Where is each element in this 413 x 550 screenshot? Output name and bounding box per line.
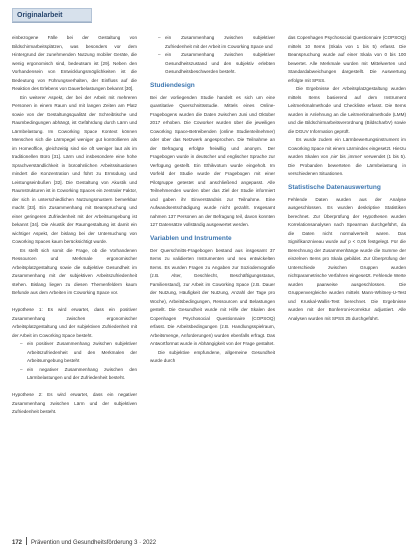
paragraph: einbezogene Fälle bei der Gestaltung von Bildschirmarbeitsplätzen, was besonders vor dem Hintergrund der zunehmenden Nutzung mobiler Geräte, die wenig ergonomisch sind, bedeutsam ist [29]. Neben den Vorhandensein von Entwicklungsmöglichkeiten ist die Bedeutung von Führungsverhalten, der Einfluss auf die Reaktion des Erlebens von Dauerbelastungen bekannt [30]. <box>12 35 137 91</box>
footer-divider <box>26 537 27 545</box>
hypothesis-1: Hypothese 1: Es wird erwartet, dass ein positiver Zusammenhang zwischen ergonomischer Arbeitsplatzgestaltung und der subjektiven Zufriedenheit mit der Arbeit im Coworking Space besteht. <box>12 307 137 338</box>
paragraph: Die subjektive empfundene, allgemeine Gesundheit wurde durch <box>150 349 275 363</box>
article-type-badge: Originalarbeit <box>12 8 92 22</box>
list-item: – ein Zusammenhang zwischen subjektiver Zufriedenheit mit der Arbeit im Coworking Space und <box>158 34 275 51</box>
paragraph: Es stellt sich somit die Frage, ob die Vorhandenen Ressourcen und Merkmale ergonomischer Arbeitsplatzgestaltung sowie die subjektive Gesundheit im Zusammenhang mit der subjektiven Arbeitszufriedenheit stehen. Bislang liegen zu diesen Themenfeldern kaum Befunde aus dem Arbeiten im Coworking Space vor. <box>12 247 137 295</box>
paragraph: Ein weiterer Aspekt, der bei der Arbeit mit mehreren Personen in einem Raum und mit langen Zeiten am Platz sowie von der Gestaltungsqualität der Schreibtische und Raumbedingungen abhängt, ist Gefährdung durch Lärm und Lärmbelastung. Im Coworking Space Kontext können Menschen sich die Lärmpegel weniger gut kontrollieren als im Homeoffice, gleichzeitig sind sie oft weniger laut als im traditionellen Büro [31]. Lärm und insbesondere eine hohe Sprachverständlichkeit in büroähnlichen Arbeitssituationen mindert die Konzentration und führt zu Ermüdung und Leistungseinbußen [32]. Die Gestaltung von Akustik und Raumstrukturen ist in Coworking Spaces ein zentraler Faktor, der sich in unterschiedlichen Nutzungsmustern bemerkbar macht [33]. Ein Zusammenhang mit Beanspruchung und einer geringeren Zufriedenheit mit der Arbeitsumgebung ist bekannt [34]. Die Akustik der Raumgestaltung ist damit ein wichtiger Aspekt, der bislang bei der Untersuchung von Coworking Spaces kaum berücksichtigt wurde. <box>12 94 137 244</box>
section-heading-statistics: Statistische Datenauswertung <box>288 183 381 191</box>
paragraph: Bei der vorliegenden Studie handelt es sich um eine quantitative Querschnittsstudie. Mittels eines Online-Fragebogens wurden die Daten zwischen Juni und Oktober 2017 erhoben. Die Coworker wurden über die jeweiligen Coworking Space-Betreibenden (online Studienteilnehmer) oder über das Netzwerk angesprochen. Die Teilnahme an der Befragung erfolgte freiwillig und anonym. Der Fragebogen wurde in deutscher und englischer Sprache zur Verfügung gestellt. Ein Ethikvotum wurde eingeholt. Im Vorfeld der Studie wurde der Fragebogen mit einer Pilotgruppe getestet und anschließend angepasst. Alle Teilnehmenden wurden über das Ziel der Studie informiert und gaben ihr Einverständnis zur Teilnahme. Eine Aufwandsentschädigung wurde nicht gezahlt. Insgesamt nahmen 137 Personen an der Befragung teil, davon konnten 127 Datensätze vollständig ausgewertet werden. <box>150 94 275 227</box>
hypothesis-list-cont <box>150 34 275 77</box>
paragraph: das Copenhagen Psychosocial Questionnaire (COPSOQ) mittels 10 Items (Skala von 1 bis 5) erfasst. Die Beanspruchung wurde auf einer Skala von 0 bis 100 bewertet. Alle Merkmale wurden mit Mittelwerten und Standardabweichungen dargestellt. Die Auswertung erfolgte mit SPSS. <box>288 35 406 83</box>
paragraph: Fehlende Daten wurden aus der Analyse ausgeschlossen. Es wurden deskriptive Statistiken berechnet. Zur Überprüfung der Hypothesen wurden Korrelationsanalysen nach Spearman durchgeführt, da die Daten nicht normalverteilt waren. Das Signifikanzniveau wurde auf p < 0,05 festgelegt. Für die Berechnung der Zusammenhänge wurde die Summe der einzelnen Items pro Skala gebildet. Zur Überprüfung der Unterschiede zwischen Gruppen wurden nichtparametrische Verfahren eingesetzt. Fehlende Werte wurden paarweise ausgeschlossen. Die Gruppenvergleiche wurden mittels Mann-Whitney-U-Test und Kruskal-Wallis-Test berechnet. Die Ergebnisse wurden mit der Bonferroni-Korrektur adjustiert. Alle Analysen wurden mit SPSS 25 durchgeführt. <box>288 196 406 321</box>
list-item: – ein negativer Zusammenhang zwischen den Lärmbelastungen und der Zufriedenheit besteht. <box>20 366 137 383</box>
page-footer <box>12 537 156 547</box>
column-left <box>12 34 137 417</box>
list-item: – ein Zusammenhang zwischen subjektiver Gesundheitszustand und den subjektiv erlebten Gesundheitsbeschwerden besteht. <box>158 51 275 77</box>
hypothesis-2: Hypothese 2: Es wird erwartet, dass ein negativer Zusammenhang zwischen Lärm und der subjektiven Zufriedenheit besteht. <box>12 392 137 414</box>
paragraph: Es wurde zudem ein Lärmbewertungsinstrument im Coworking Space mit einem Lärmindex eingesetzt. Hierzu wurden Skalen von ‚nie' bis ‚immer' verwendet (1 bis 5). Die Probanden bewerteten die Lärmbelastung in verschiedenen Situationen. <box>288 137 406 176</box>
header-rule <box>12 22 92 23</box>
hypothesis-list <box>12 340 137 383</box>
column-right <box>288 34 406 323</box>
page-number: 172 <box>12 540 23 546</box>
section-heading-study-design: Studiendesign <box>150 81 195 89</box>
paragraph: Der Querschnitts-Fragebogen bestand aus insgesamt 37 Items zu validierten Instrumenten und neu entwickelten Items. Es wurden Fragen zu Angaben zur Soziodemografie (z.B. Alter, Geschlecht, Beschäftigungsstatus, Familienstand), zur Arbeit im Coworking Space (z.B. Dauer der Nutzung, Häufigkeit der Nutzung, Anzahl der Tage pro Woche), Arbeitsbedingungen, Ressourcen und Belastungen gestellt. Die Gesundheit wurde mit Hilfe der Skalen des Copenhagen Psychosocial Questionnaire (COPSOQ) erfasst. Die Arbeitsbedingungen (z.B. Handlungsspielraum, Arbeitsmenge, Anforderungen) wurden ebenfalls erfragt. Das Antwortformat wurde in Abhängigkeit von der Frage gestaltet. <box>150 247 275 346</box>
paragraph: Die Ergebnisse der Arbeitsplatzgestaltung wurden mittels Items basierend auf dem Instrument Leitmerkmalmethode und Checkliste erfasst. Die Items wurden in Anlehnung an die Leitmerkmalmethode (LMM) und die Bildschirmarbeitsverordnung (BildscharbV) sowie die DGUV Information geprüft. <box>288 86 406 134</box>
section-heading-variables: Variablen und Instrumente <box>150 234 232 242</box>
journal-name: Prävention und Gesundheitsförderung 3 · 2022 <box>31 540 157 546</box>
column-middle <box>150 34 275 366</box>
list-item: – ein positiver Zusammenhang zwischen subjektiver Arbeitszufriedenheit und den Merkmalen der Arbeitsumgebung besteht <box>20 340 137 366</box>
